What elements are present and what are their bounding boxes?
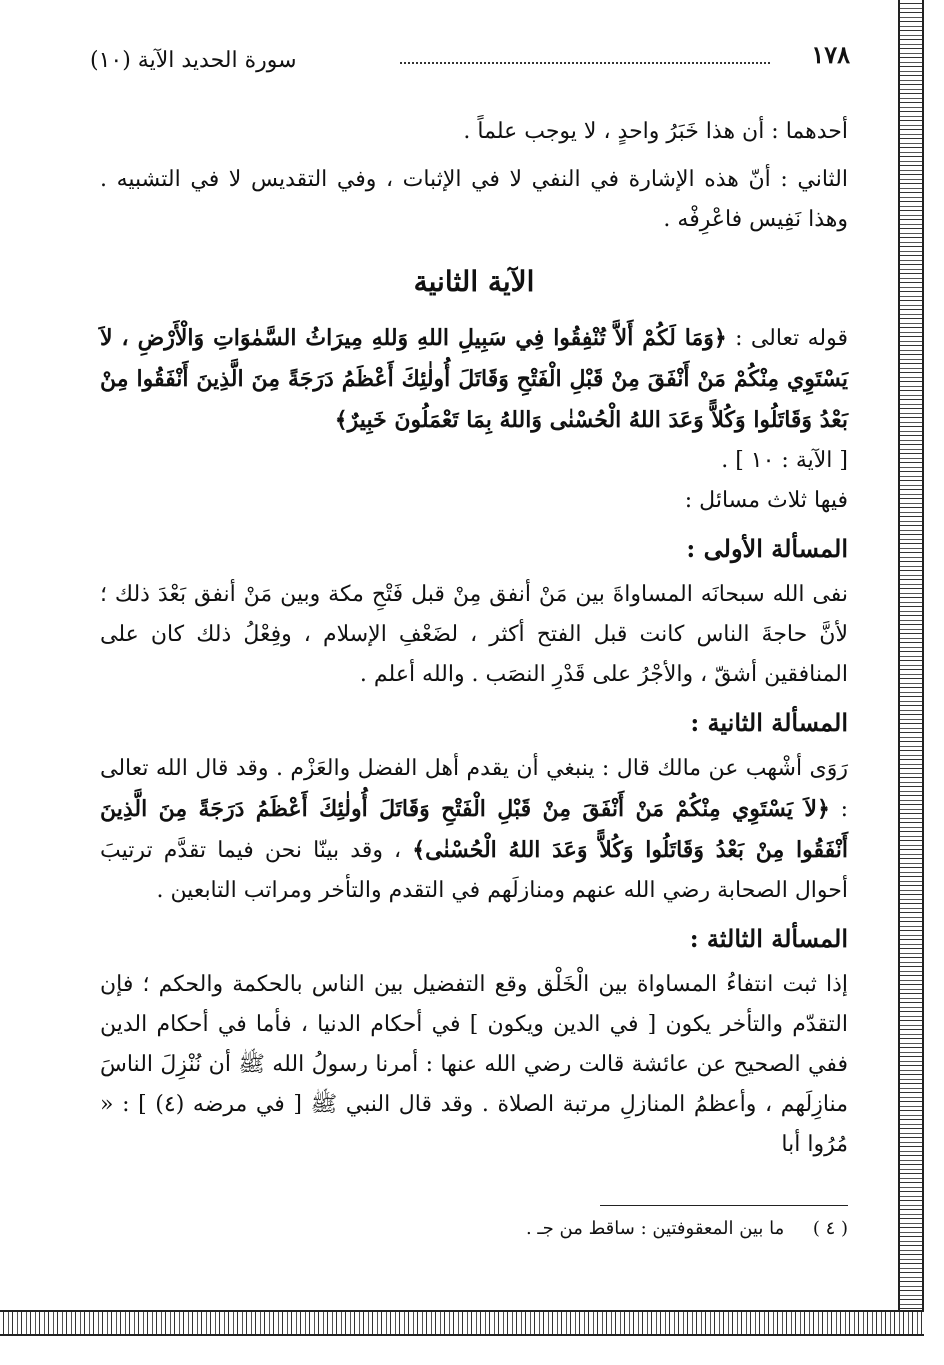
masala-2-verse: ﴿لاَ يَسْتَوِي مِنْكُمْ مَنْ أَنْفَقَ مِنْ قَبْلِ الْفَتْحِ وَقَاتَلَ أُولٰئِكَ أَعْظَمُ دَرَجَةً مِنَ الَّذِينَ أَنْفَقُوا مِنْ بَعْدُ وَقَاتَلُوا وَكُلاًّ وَعَدَ اللهُ الْحُسْنٰى﴾ <box>100 796 848 863</box>
page-number: ١٧٨ <box>811 40 850 69</box>
decorative-border-right <box>898 0 924 1318</box>
footnote-text: ما بين المعقوفتين : ساقط من جـ . <box>525 1218 785 1239</box>
masala-1-text: نفى الله سبحانَه المساواةَ بين مَنْ أنفق مِنْ قبل فَتْحِ مكة وبين مَنْ أنفق بَعْدَ ذلك ؛ لأنَّ حاجةَ الناس كانت قبل الفتح أكثر ، لضَعْفِ الإسلام ، وفِعْلُ ذلك كان على المنافقين أشقّ ، والأجْرُ على قَدْرِ النصَب . والله أعلم . <box>100 582 848 687</box>
running-title: سورة الحديد الآية (١٠) <box>90 48 297 73</box>
quran-verse: ﴿وَمَا لَكُمْ أَلاَّ تُنْفِقُوا فِي سَبِيلِ اللهِ وَللهِ مِيرَاثُ السَّمٰوَاتِ وَالْأَرْضِ ، لاَ يَسْتَوِي مِنْكُمْ مَنْ أَنْفَقَ مِنْ قَبْلِ الْفَتْحِ وَقَاتَلَ أُولٰئِكَ أَعْظَمُ دَرَجَةً مِنَ الَّذِينَ أَنْفَقُوا مِنْ بَعْدُ وَقَاتَلُوا وَكُلاًّ وَعَدَ اللهُ الْحُسْنٰى وَاللهُ بِمَا تَعْمَلُونَ خَبِيرٌ﴾ <box>100 325 848 433</box>
masala-2-text-a: رَوَى أشْهب عن مالك قال : ينبغي أن يقدم أهل الفضل والعَزْم . وقد قال الله تعالى : <box>100 756 848 822</box>
verse-intro: قوله تعالى : <box>726 326 848 351</box>
page-body <box>100 112 848 1173</box>
footnote-number: ( ٤ ) <box>812 1218 848 1239</box>
verse-paragraph <box>100 318 848 521</box>
page-header <box>90 36 850 76</box>
section-heading: الآية الثانية <box>413 265 535 298</box>
masala-1-heading: المسألة الأولى : <box>686 534 848 563</box>
masala-3-text: إذا ثبت انتفاءُ المساواة بين الْخَلْق وقع التفضيل بين الناس بالحكمة والحكم ؛ فإن التقدّم والتأخر يكون [ في الدين ويكون ] في أحكام الدنيا ، فأما في أحكام الدين ففي الصحيح عن عائشة قالت رضي الله عنها : أمرنا رسولُ الله ﷺ أن نُنْزِلَ الناسَ منازِلَهم ، وأعظمُ المنازلِ مرتبة الصلاة . وقد قال النبي ﷺ [ في مرضه (٤) ] : « مُرُوا أبا <box>100 972 849 1157</box>
footnote <box>300 1218 848 1239</box>
masala-2-text <box>100 749 848 911</box>
masala-2-heading: المسألة الثانية : <box>690 708 848 737</box>
masala-2-text-b: ، وقد بينّا نحن فيما تقدَّم ترتيبَ أحوال الصحابة رضي الله عنهم ومنازلَهم في التقدم والتأخر ومراتب التابعين . <box>100 838 848 903</box>
footnote-separator <box>600 1205 848 1206</box>
verse-reference: [ الآية : ١٠ ] . <box>721 448 848 473</box>
decorative-border-bottom <box>0 1310 924 1336</box>
intro-paragraph-2: الثاني : أنّ هذه الإشارة في النفي لا في الإثبات ، وفي التقديس لا في التشبيه . وهذا نَفِيس فاعْرِفْه . <box>100 167 848 232</box>
header-dotted-leader <box>400 40 770 64</box>
masala-3-heading: المسألة الثالثة : <box>689 924 848 953</box>
masail-intro: فيها ثلاث مسائل : <box>684 488 848 513</box>
intro-paragraph-1: أحدهما : أن هذا خَبَرُ واحدٍ ، لا يوجب علماً . <box>463 119 848 144</box>
